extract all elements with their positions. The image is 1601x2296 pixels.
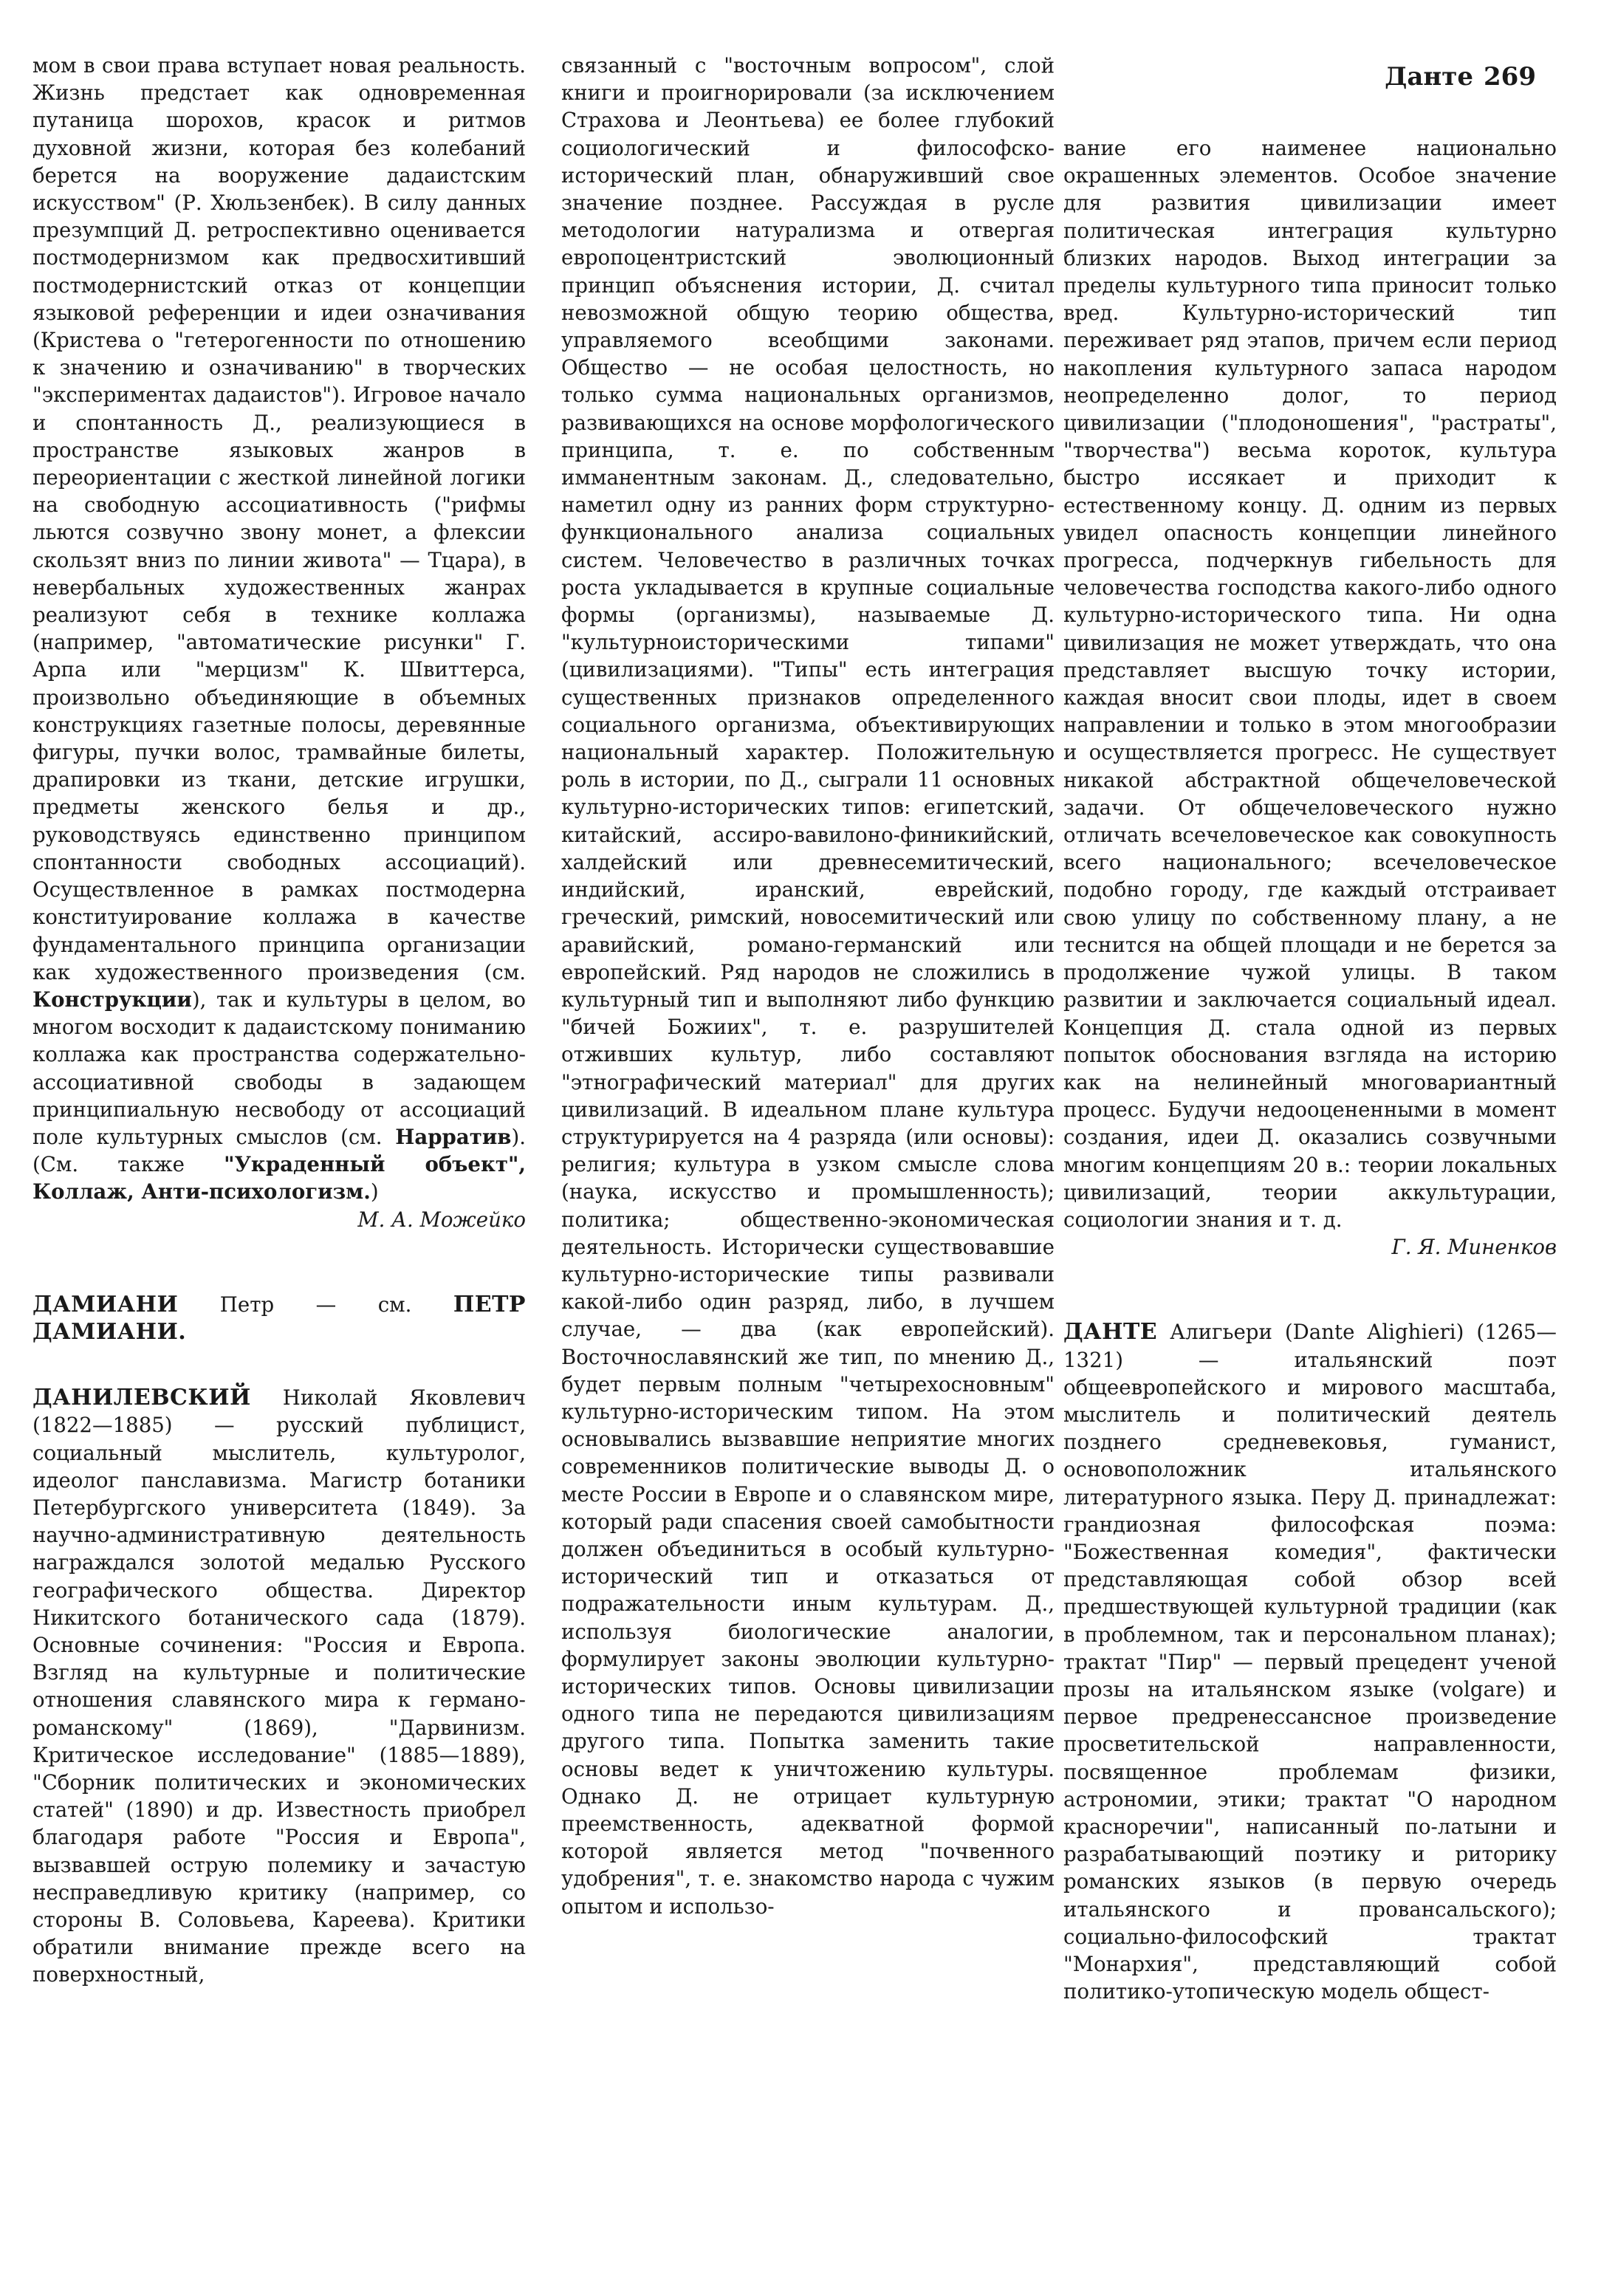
cross-reference: Нарратив	[395, 1124, 512, 1149]
running-head-title: Данте	[1385, 62, 1474, 92]
entry-text: Петр — см.	[178, 1292, 453, 1317]
column-2	[561, 52, 1055, 1920]
cross-reference: ПЕТР ДАМИАНИ.	[32, 1291, 526, 1345]
entry-text: Николай Яковлевич (1822—1885) — русский публицист, социальный мыслитель, культуролог, идеолог панславизма. Магистр ботаники Петербургского университета (1849). За научно-административную деятельность награждался золотой медалью Русского географического общества. Директор Никитского ботанического сада (1879). Основные сочинения: "Россия и Европа. Взгляд на культурные и политические отношения славянского мира к германо-романскому" (1869), "Дарвинизм. Критическое исследование" (1885—1889), "Сборник политических и экономических статей" (1890) и др. Известность приобрел благодаря работе "Россия и Европа", вызвавшей острую полемику и зачастую несправедливую критику (например, со стороны В. Соловьева, Кареева). Критики обратили внимание прежде всего на поверхностный,	[32, 1385, 526, 1987]
entry-damiani	[32, 1291, 526, 1346]
column-1	[32, 52, 526, 1989]
paragraph-text: ), так и культуры в целом, во многом восходит к дадаистскому пониманию коллажа как пространства содержательно-ассоциативной свободы в задающем принципиальную несвободу от ассоциаций поле культурных смыслов (см.	[32, 987, 526, 1149]
see-also-references: "Украденный объект", Коллаж, Анти-психологизм.	[32, 1152, 526, 1204]
entry-dante	[1063, 1318, 1557, 2005]
entry-headword: ДАМИАНИ	[32, 1291, 179, 1317]
page-number: 269	[1484, 62, 1536, 92]
entry-headword: ДАНИЛЕВСКИЙ	[32, 1385, 251, 1411]
cross-reference: Конструкции	[32, 987, 192, 1012]
entry-headword: ДАНТЕ	[1063, 1319, 1158, 1346]
dadaism-entry-tail	[32, 52, 526, 1206]
author-signature: М. А. Можейко	[357, 1207, 526, 1232]
paragraph-text: ). (См. также	[32, 1124, 526, 1177]
entry-danilevsky	[32, 1384, 526, 1988]
danilevsky-conclusion: вание его наименее национально окрашенных элементов. Особое значение для развития цивилизации имеет политическая интеграция культурно близких народов. Выход интеграции за пределы культурного типа приносит только вред. Культурно-исторический тип переживает ряд этапов, причем если период накопления культурного запаса народом неопределенно долог, то период цивилизации ("плодоношения", "растраты", "творчества") весьма короток, культура быстро иссякает и приходит к естественному концу. Д. одним из первых увидел опасность концепции линейного прогресса, подчеркнув гибельность для человечества господства какого-либо одного культурно-исторического типа. Ни одна цивилизация не может утверждать, что она представляет высшую точку истории, каждая вносит свои плоды, идет в своем направлении и только в этом многообразии и осуществляется прогресс. Не существует никакой абстрактной общечеловеческой задачи. От общечеловеческого нужно отличать всечеловеческое как совокупность всего национального; всечеловеческое подобно городу, где каждый отстраивает свою улицу по собственному плану, а не теснится на общей площади и не берется за продолжение чужой улицы. В таком развитии и заключается социальный идеал. Концепция Д. стала одной из первых попыток обоснования взгляда на историю как на нелинейный многовариантный процесс. Будучи недооцененными в момент создания, идеи Д. оказались созвучными многим концепциям 20 в.: теории локальных цивилизаций, теории аккультурации, социологии знания и т. д.	[1063, 136, 1557, 1232]
running-head	[1385, 62, 1536, 92]
paragraph-text: мом в свои права вступает новая реальность. Жизнь предстает как одновременная путаница шорохов, красок и ритмов духовной жизни, которая без колебаний берется на вооружение дадаистским искусством" (Р. Хюльзенбек). В силу данных презумпций Д. ретроспективно оценивается постмодернизмом как предвосхитивший постмодернистский отказ от концепции языковой референции и идеи означивания (Кристева о "гетерогенности по отношению к значению и означиванию" в творческих "экспериментах дадаистов"). Игровое начало и спонтанность Д., реализующиеся в пространстве языковых жанров в переориентации с жесткой линейной логики на свободную ассоциативность ("рифмы льются созвучно звону монет, а флексии скользят вниз по линии живота" — Тцара), в невербальных художественных жанрах реализуют себя в технике коллажа (например, "автоматические рисунки" Г. Арпа или "мерцизм" К. Швиттерса, произвольно объединяющие в объемных конструкциях газетные полосы, деревянные фигуры, пучки волос, трамвайные билеты, драпировки из ткани, детские игрушки, предметы женского белья и др., руководствуясь единственно принципом спонтанности свободных ассоциаций). Осуществленное в рамках постмодерна конституирование коллажа в качестве фундаментального принципа организации как художественного произведения (см.	[32, 53, 526, 984]
danilevsky-continued: связанный с "восточным вопросом", слой книги и проигнорировали (за исключением Страхова и Леонтьева) ее более глубокий социологический и философско-исторический план, обнаруживший свое значение позднее. Рассуждая в русле методологии натурализма и отвергая европоцентристский эволюционный принцип объяснения истории, Д. считал невозможной общую теорию общества, управляемого всеобщими законами. Общество — не особая целостность, но только сумма национальных организмов, развивающихся на основе морфологического принципа, т. е. по собственным имманентным законам. Д., следовательно, наметил одну из ранних форм структурно-функционального анализа социальных систем. Человечество в различных точках роста укладывается в крупные социальные формы (организмы), называемые Д. "культурноисторическими типами" (цивилизациями). "Типы" есть интеграция существенных признаков определенного социального организма, объективирующих национальный характер. Положительную роль в истории, по Д., сыграли 11 основных культурно-исторических типов: египетский, китайский, ассиро-вавилоно-финикийский, халдейский или древнесемитический, индийский, иранский, еврейский, греческий, римский, новосемитический или аравийский, романо-германский или европейский. Ряд народов не сложились в культурный тип и выполняют либо функцию "бичей Божиих", т. е. разрушителей отживших культур, либо составляют "этнографический материал" для других цивилизаций. В идеальном плане культура структурируется на 4 разряда (или основы): религия; культура в узком смысле слова (наука, искусство и промышленность); политика; общественно-экономическая деятельность. Исторически существовавшие культурно-исторические типы развивали какой-либо один разряд, либо, в лучшем случае, — два (как европейский). Восточнославянский же тип, по мнению Д., будет первым полным "четырехосновным" культурно-историческим типом. На этом основывались вызвавшие неприятие многих современников политические выводы Д. о месте России в Европе и о славянском мире, который ради спасения своей самобытности должен объединиться в особый культурно-исторический тип и отказаться от подражательности иным культурам. Д., используя биологические аналогии, формулирует законы эволюции культурно-исторических типов. Основы цивилизации одного типа не передаются цивилизациям другого типа. Попытка заменить такие основы ведет к уничтожению культуры. Однако Д. не отрицает культурную преемственность, адекватной формой которой является метод "почвенного удобрения", т. е. знакомство народа с чужим опытом и использо-	[561, 53, 1055, 1919]
entry-text: Алигьери (Dante Alighieri) (1265—1321) — итальянский поэт общеевропейского и мирового масштаба, мыслитель и политический деятель позднего средневековья, гуманист, основоположник итальянского литературного языка. Перу Д. принадлежат: грандиозная философская поэма: "Божественная комедия", фактически представляющая собой обзор всей предшествующей культурной традиции (как в проблемном, так и персональном планах); трактат "Пир" — первый прецедент ученой прозы на итальянском языке (volgare) и первое предренессансное произведение просветительской направленности, посвященное проблемам физики, астрономии, этики; трактат "О народном красноречии", написанный по-латыни и разрабатывающий поэтику и риторику романских языков (в первую очередь итальянского и провансальского); социально-философский трактат "Монархия", представляющий собой политико-утопическую модель общест-	[1063, 1320, 1557, 2004]
author-signature: Г. Я. Миненков	[1391, 1235, 1557, 1260]
paragraph-text: )	[370, 1179, 379, 1204]
column-3	[1063, 134, 1557, 2005]
